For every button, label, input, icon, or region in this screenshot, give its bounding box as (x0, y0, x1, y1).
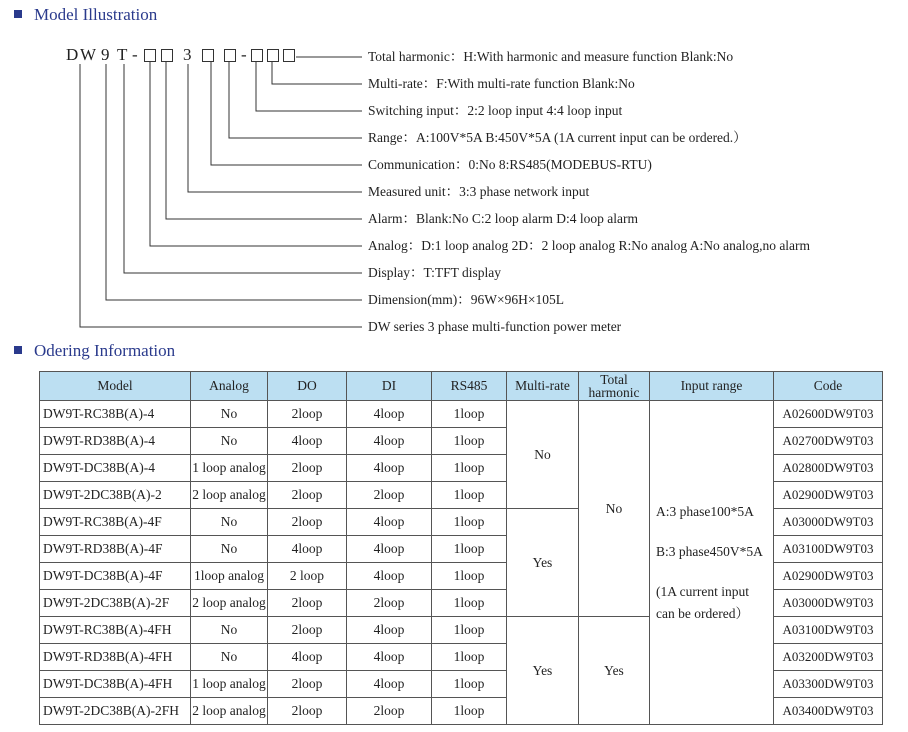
cell-do: 4loop (268, 536, 347, 563)
cell-di: 2loop (347, 698, 432, 725)
cell-di: 4loop (347, 617, 432, 644)
cell-di: 2loop (347, 590, 432, 617)
section-title-ordering-information: Odering Information (14, 340, 175, 362)
cell-analog: 2 loop analog (191, 482, 268, 509)
cell-rs485: 1loop (432, 698, 507, 725)
cell-model: DW9T-RD38B(A)-4 (40, 428, 191, 455)
connector-line (80, 64, 362, 327)
cell-analog: No (191, 617, 268, 644)
cell-analog: No (191, 536, 268, 563)
cell-multi-rate: No (507, 401, 579, 509)
cell-di: 4loop (347, 563, 432, 590)
cell-rs485: 1loop (432, 428, 507, 455)
cell-do: 2loop (268, 617, 347, 644)
input-range-line: B:3 phase450V*5A (656, 543, 763, 559)
cell-di: 4loop (347, 509, 432, 536)
cell-rs485: 1loop (432, 563, 507, 590)
cell-code: A03100DW9T03 (774, 536, 883, 563)
ordering-table (39, 371, 883, 725)
cell-analog: No (191, 644, 268, 671)
cell-model: DW9T-RC38B(A)-4FH (40, 617, 191, 644)
cell-rs485: 1loop (432, 482, 507, 509)
cell-analog: 1loop analog (191, 563, 268, 590)
cell-do: 2 loop (268, 563, 347, 590)
cell-analog: No (191, 509, 268, 536)
connector-line (188, 64, 362, 192)
desc-measured-unit: Measured unit：3:3 phase network input (368, 184, 590, 199)
cell-do: 2loop (268, 401, 347, 428)
connector-line (272, 61, 362, 84)
cell-model: DW9T-DC38B(A)-4 (40, 455, 191, 482)
connector-line (211, 61, 362, 165)
cell-rs485: 1loop (432, 590, 507, 617)
cell-di: 4loop (347, 401, 432, 428)
cell-analog: No (191, 428, 268, 455)
cell-multi-rate: Yes (507, 509, 579, 617)
desc-total-harmonic: Total harmonic：H:With harmonic and measure function Blank:No (368, 49, 734, 64)
cell-di: 4loop (347, 428, 432, 455)
header-total-harmonic: Total harmonic (579, 372, 650, 401)
header-code: Code (774, 372, 883, 401)
cell-di: 4loop (347, 536, 432, 563)
desc-alarm: Alarm：Blank:No C:2 loop alarm D:4 loop alarm (368, 211, 638, 226)
cell-do: 4loop (268, 428, 347, 455)
input-range-line: A:3 phase100*5A (656, 503, 754, 519)
model-char-dash: - (132, 45, 138, 64)
cell-di: 4loop (347, 455, 432, 482)
cell-model: DW9T-RC38B(A)-4F (40, 509, 191, 536)
cell-do: 2loop (268, 698, 347, 725)
desc-display: Display：T:TFT display (368, 265, 501, 280)
cell-code: A03200DW9T03 (774, 644, 883, 671)
cell-analog: 1 loop analog (191, 671, 268, 698)
cell-rs485: 1loop (432, 401, 507, 428)
cell-do: 2loop (268, 455, 347, 482)
header-model: Model (40, 372, 191, 401)
cell-di: 4loop (347, 644, 432, 671)
table-row (40, 401, 883, 428)
input-range-line: (1A current input (656, 583, 749, 599)
model-char-9: 9 (101, 45, 110, 64)
header-multi-rate: Multi-rate (507, 372, 579, 401)
cell-code: A02900DW9T03 (774, 482, 883, 509)
cell-total-harmonic: Yes (579, 617, 650, 725)
header-input-range: Input range (650, 372, 774, 401)
cell-do: 2loop (268, 671, 347, 698)
model-char-t: T (117, 45, 128, 64)
cell-do: 2loop (268, 482, 347, 509)
cell-di: 2loop (347, 482, 432, 509)
cell-rs485: 1loop (432, 644, 507, 671)
cell-analog: No (191, 401, 268, 428)
connector-line (124, 64, 362, 273)
cell-model: DW9T-2DC38B(A)-2FH (40, 698, 191, 725)
cell-model: DW9T-DC38B(A)-4F (40, 563, 191, 590)
cell-rs485: 1loop (432, 455, 507, 482)
table-header-row (40, 372, 883, 401)
desc-switching-input: Switching input：2:2 loop input 4:4 loop input (368, 103, 623, 118)
cell-analog: 2 loop analog (191, 698, 268, 725)
desc-range: Range：A:100V*5A B:450V*5A (1A current input can be ordered.） (368, 130, 747, 145)
cell-model: DW9T-2DC38B(A)-2 (40, 482, 191, 509)
header-rs485: RS485 (432, 372, 507, 401)
model-char-d: D (66, 45, 79, 64)
section-title-model-illustration: Model Illustration (14, 4, 157, 26)
model-char-3: 3 (183, 45, 192, 64)
connector-line (229, 61, 362, 138)
desc-communication: Communication：0:No 8:RS485(MODEBUS-RTU) (368, 157, 652, 172)
cell-analog: 2 loop analog (191, 590, 268, 617)
connector-line (106, 64, 362, 300)
cell-code: A02600DW9T03 (774, 401, 883, 428)
cell-model: DW9T-RD38B(A)-4F (40, 536, 191, 563)
model-char-dash: - (241, 45, 247, 64)
cell-code: A03100DW9T03 (774, 617, 883, 644)
header-analog: Analog (191, 372, 268, 401)
square-bullet-icon (14, 346, 22, 354)
cell-di: 4loop (347, 671, 432, 698)
cell-code: A03400DW9T03 (774, 698, 883, 725)
cell-analog: 1 loop analog (191, 455, 268, 482)
desc-dimension: Dimension(mm)：96W×96H×105L (368, 292, 564, 307)
cell-input-range (650, 401, 774, 725)
cell-code: A02900DW9T03 (774, 563, 883, 590)
header-di: DI (347, 372, 432, 401)
cell-multi-rate: Yes (507, 617, 579, 725)
cell-rs485: 1loop (432, 536, 507, 563)
cell-model: DW9T-2DC38B(A)-2F (40, 590, 191, 617)
cell-model: DW9T-RC38B(A)-4 (40, 401, 191, 428)
cell-code: A03000DW9T03 (774, 590, 883, 617)
cell-rs485: 1loop (432, 671, 507, 698)
desc-multi-rate: Multi-rate：F:With multi-rate function Blank:No (368, 76, 635, 91)
cell-rs485: 1loop (432, 509, 507, 536)
desc-analog: Analog：D:1 loop analog 2D：2 loop analog R:No analog A:No analog,no alarm (368, 238, 811, 253)
connector-line (166, 61, 362, 219)
cell-total-harmonic: No (579, 401, 650, 617)
cell-rs485: 1loop (432, 617, 507, 644)
input-range-line: can be ordered） (656, 605, 749, 621)
cell-do: 2loop (268, 590, 347, 617)
cell-code: A03300DW9T03 (774, 671, 883, 698)
cell-model: DW9T-DC38B(A)-4FH (40, 671, 191, 698)
header-do: DO (268, 372, 347, 401)
cell-do: 2loop (268, 509, 347, 536)
cell-code: A02700DW9T03 (774, 428, 883, 455)
cell-code: A02800DW9T03 (774, 455, 883, 482)
cell-model: DW9T-RD38B(A)-4FH (40, 644, 191, 671)
cell-code: A03000DW9T03 (774, 509, 883, 536)
model-char-w: W (80, 45, 97, 64)
desc-dw-series: DW series 3 phase multi-function power meter (368, 319, 622, 334)
cell-do: 4loop (268, 644, 347, 671)
